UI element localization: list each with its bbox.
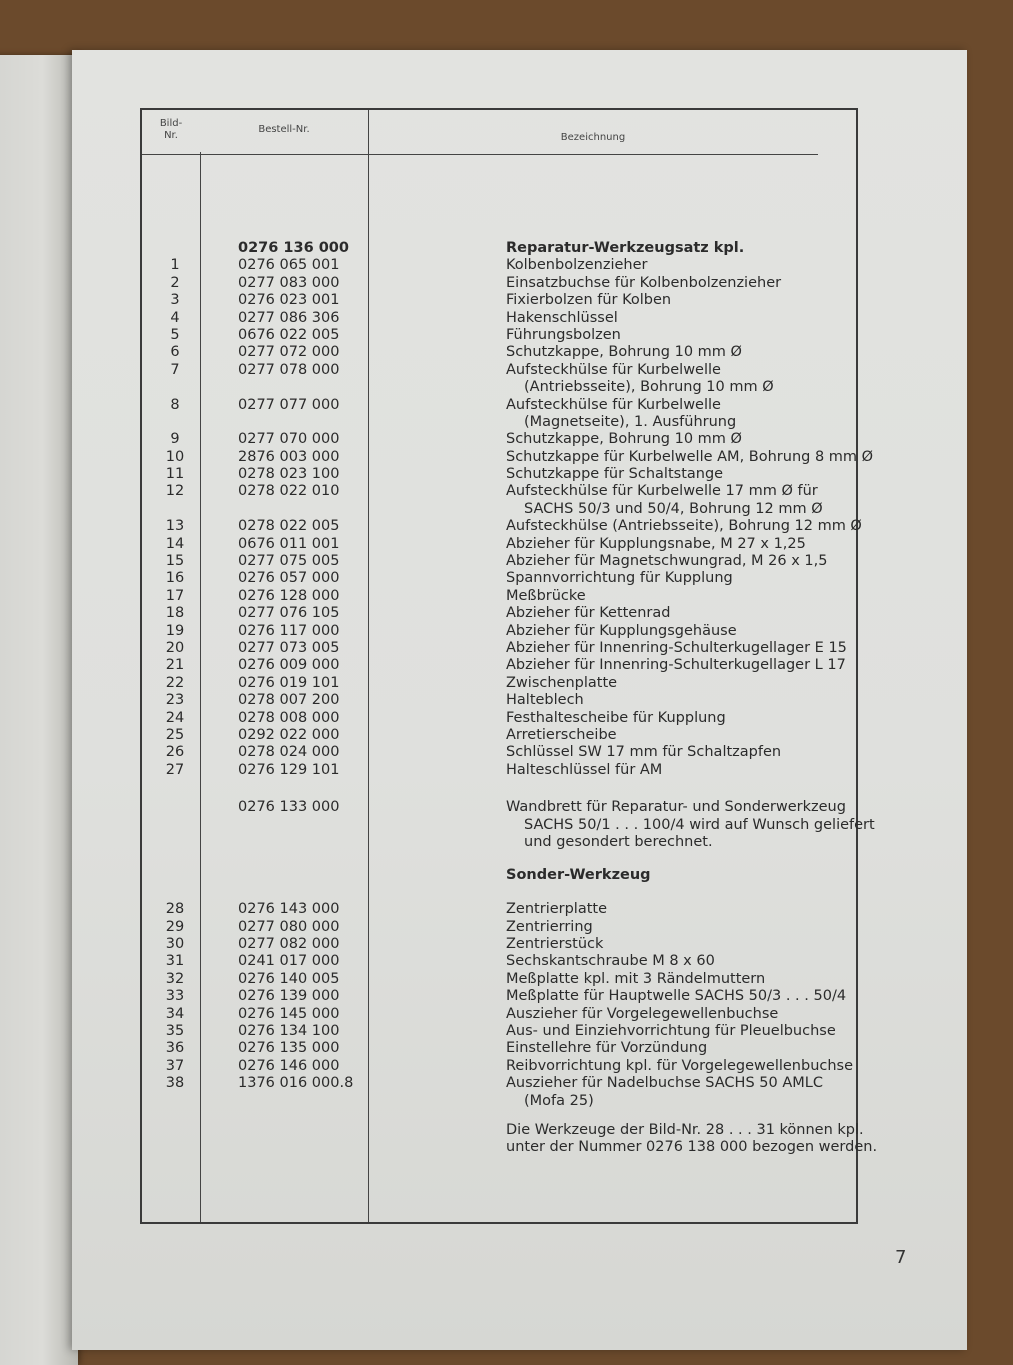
bild-nr-cell: 29: [165, 918, 185, 935]
bestell-nr-cell: 0277 073 005: [238, 639, 340, 656]
bezeichnung-cell: Schutzkappe, Bohrung 10 mm Ø: [506, 344, 742, 361]
table-row: [142, 1006, 856, 1023]
table-body: [142, 240, 878, 1157]
section-title-number: 0276 136 000: [238, 240, 349, 256]
bestell-nr-cell: 2876 003 000: [238, 448, 340, 465]
bezeichnung-cell: Abzieher für Innenring-Schulterkugellager L 17: [506, 657, 846, 674]
bild-nr-cell: 38: [165, 1075, 185, 1092]
bestell-nr-cell: 0277 078 000: [238, 361, 340, 378]
bild-nr-cell: 33: [165, 988, 185, 1005]
section-title-row: [142, 240, 856, 257]
bestell-nr-cell: 0277 076 105: [238, 605, 340, 622]
bezeichnung-cell: Arretierscheibe: [506, 726, 617, 743]
table-row: [142, 1058, 856, 1075]
bezeichnung-cell: Abzieher für Magnetschwungrad, M 26 x 1,5: [506, 553, 828, 570]
wandbrett-row: [142, 816, 875, 834]
bestell-nr-cell: 0276 140 005: [238, 970, 340, 987]
table-row: [142, 675, 856, 692]
bezeichnung-cell: Abzieher für Kettenrad: [506, 605, 671, 622]
bild-nr-cell: 6: [170, 344, 180, 361]
table-row: [142, 553, 856, 570]
bezeichnung-cell: Auszieher für Vorgelegewellenbuchse: [506, 1005, 779, 1022]
table-row: [142, 588, 856, 605]
bild-nr-cell: 32: [165, 970, 185, 987]
table-row: [142, 536, 856, 553]
bezeichnung-cell: Reibvorrichtung kpl. für Vorgelegewellenbuchse: [506, 1057, 854, 1074]
bezeichnung-cell: SACHS 50/3 und 50/4, Bohrung 12 mm Ø: [524, 500, 823, 517]
table-row: [142, 762, 856, 779]
bezeichnung-cell: Abzieher für Innenring-Schulterkugellager E 15: [506, 639, 847, 656]
table-row: [142, 501, 856, 518]
bestell-nr-cell: 0277 083 000: [238, 274, 340, 291]
bezeichnung-cell: Fixierbolzen für Kolben: [506, 292, 672, 309]
note-row: [142, 1121, 864, 1139]
bestell-nr-cell: 0276 023 001: [238, 292, 340, 309]
header-bestell-nr: Bestell-Nr.: [258, 124, 310, 135]
bild-nr-cell: 12: [165, 483, 185, 500]
table-row: [142, 971, 856, 988]
bestell-nr-cell: 0676 022 005: [238, 326, 340, 343]
table-row: [142, 710, 856, 727]
bestell-nr-cell: 0277 082 000: [238, 936, 340, 953]
bezeichnung-cell: Zentrierstück: [506, 936, 604, 953]
bestell-nr-cell: 0278 023 100: [238, 466, 340, 483]
bestell-nr-cell: 0276 134 100: [238, 1023, 340, 1040]
bestell-nr-cell: 0276 019 101: [238, 674, 340, 691]
header-bild-nr: Bild- Nr.: [159, 118, 183, 141]
table-row: [142, 901, 856, 918]
bestell-nr-cell: 0278 008 000: [238, 709, 340, 726]
bezeichnung-cell: Zwischenplatte: [506, 674, 618, 691]
bezeichnung-cell: Festhaltescheibe für Kupplung: [506, 709, 726, 726]
section2-title: Sonder-Werkzeug: [506, 867, 651, 884]
bild-nr-cell: 34: [165, 1005, 185, 1022]
bestell-nr-cell: 1376 016 000.8: [238, 1075, 354, 1092]
note-row: [142, 1139, 878, 1156]
bestell-nr-cell: 0277 080 000: [238, 918, 340, 935]
document-page: [72, 50, 967, 1350]
table-row: [142, 605, 856, 622]
table-row: [142, 640, 856, 657]
bezeichnung-cell: Sechskantschraube M 8 x 60: [506, 953, 715, 970]
bild-nr-cell: 2: [170, 274, 180, 291]
bild-nr-cell: 1: [170, 257, 180, 274]
bild-nr-cell: 35: [165, 1023, 185, 1040]
bezeichnung-cell: Meßplatte für Hauptwelle SACHS 50/3 . . . 50/4: [506, 988, 847, 1005]
bild-nr-cell: 7: [170, 361, 180, 378]
note-line-2: unter der Nummer 0276 138 000 bezogen werden.: [506, 1139, 878, 1156]
table-row: [142, 292, 856, 309]
bestell-nr-cell: 0276 117 000: [238, 622, 340, 639]
bild-nr-cell: 22: [165, 674, 185, 691]
bild-nr-cell: 3: [170, 292, 180, 309]
bild-nr-cell: 4: [170, 309, 180, 326]
note-line-1: Die Werkzeuge der Bild-Nr. 28 . . . 31 können kpl.: [506, 1121, 864, 1138]
wandbrett-row: [142, 799, 856, 816]
bezeichnung-cell: Spannvorrichtung für Kupplung: [506, 570, 733, 587]
bestell-nr-cell: 0278 024 000: [238, 744, 340, 761]
bild-nr-cell: 10: [165, 448, 185, 465]
section-title: Reparatur-Werkzeugsatz kpl.: [506, 240, 745, 256]
table-row: [142, 692, 856, 709]
bestell-nr-cell: 0277 086 306: [238, 309, 340, 326]
table-row: [142, 988, 856, 1005]
bezeichnung-cell: Einsatzbuchse für Kolbenbolzenzieher: [506, 274, 782, 291]
bild-nr-cell: 13: [165, 518, 185, 535]
bezeichnung-cell: (Magnetseite), 1. Ausführung: [524, 413, 737, 430]
wandbrett-line-1: Wandbrett für Reparatur- und Sonderwerkzeug: [506, 799, 846, 816]
bezeichnung-cell: Aufsteckhülse für Kurbelwelle: [506, 361, 721, 378]
table-row: [142, 310, 856, 327]
bild-nr-cell: 18: [165, 605, 185, 622]
wandbrett-number: 0276 133 000: [238, 799, 340, 816]
bestell-nr-cell: 0278 022 010: [238, 483, 340, 500]
bezeichnung-cell: Schutzkappe, Bohrung 10 mm Ø: [506, 431, 742, 448]
table-row: [142, 919, 856, 936]
bestell-nr-cell: 0277 072 000: [238, 344, 340, 361]
bestell-nr-cell: 0276 146 000: [238, 1057, 340, 1074]
section1-rows: [142, 257, 874, 779]
bestell-nr-cell: 0276 135 000: [238, 1040, 340, 1057]
bestell-nr-cell: 0292 022 000: [238, 726, 340, 743]
table-row: [142, 257, 856, 274]
bild-nr-cell: 25: [165, 726, 185, 743]
table-row: [142, 379, 856, 396]
parts-table: [140, 108, 878, 1224]
bestell-nr-cell: 0277 077 000: [238, 396, 340, 413]
page-number: 7: [895, 1247, 907, 1268]
bestell-nr-cell: 0241 017 000: [238, 953, 340, 970]
wandbrett-line-2: SACHS 50/1 . . . 100/4 wird auf Wunsch geliefert: [524, 816, 875, 833]
bestell-nr-cell: 0276 009 000: [238, 657, 340, 674]
table-row: [142, 744, 856, 761]
bezeichnung-cell: Abzieher für Kupplungsnabe, M 27 x 1,25: [506, 535, 806, 552]
bestell-nr-cell: 0276 139 000: [238, 988, 340, 1005]
bezeichnung-cell: Einstellehre für Vorzündung: [506, 1040, 708, 1057]
left-page-edge: [0, 55, 78, 1365]
bild-nr-cell: 9: [170, 431, 180, 448]
bild-nr-cell: 28: [165, 901, 185, 918]
bestell-nr-cell: 0276 065 001: [238, 257, 340, 274]
bestell-nr-cell: 0278 007 200: [238, 692, 340, 709]
bild-nr-cell: 5: [170, 326, 180, 343]
table-row: [142, 483, 856, 500]
bezeichnung-cell: Hakenschlüssel: [506, 309, 618, 326]
bezeichnung-cell: Zentrierring: [506, 918, 593, 935]
bezeichnung-cell: Schlüssel SW 17 mm für Schaltzapfen: [506, 744, 782, 761]
bild-nr-cell: 19: [165, 622, 185, 639]
bild-nr-cell: 17: [165, 587, 185, 604]
header-bezeichnung: Bezeichnung: [560, 132, 626, 143]
bezeichnung-cell: Auszieher für Nadelbuchse SACHS 50 AMLC: [506, 1075, 823, 1092]
table-row: [142, 431, 856, 448]
table-row: [142, 518, 862, 535]
bezeichnung-cell: Kolbenbolzenzieher: [506, 257, 648, 274]
bezeichnung-cell: Schutzkappe für Kurbelwelle AM, Bohrung 8 mm Ø: [506, 448, 874, 465]
bestell-nr-cell: 0676 011 001: [238, 535, 340, 552]
bezeichnung-cell: Meßbrücke: [506, 587, 586, 604]
wandbrett-line-3: und gesondert berechnet.: [524, 833, 713, 850]
bezeichnung-cell: Meßplatte kpl. mit 3 Rändelmuttern: [506, 970, 766, 987]
bild-nr-cell: 8: [170, 396, 180, 413]
table-row: [142, 1093, 856, 1110]
bild-nr-cell: 37: [165, 1057, 185, 1074]
table-row: [142, 1023, 856, 1040]
bestell-nr-cell: 0276 057 000: [238, 570, 340, 587]
bild-nr-cell: 26: [165, 744, 185, 761]
table-row: [142, 570, 856, 587]
bezeichnung-cell: Aus- und Einziehvorrichtung für Pleuelbuchse: [506, 1023, 836, 1040]
table-row: [142, 466, 856, 483]
bezeichnung-cell: Abzieher für Kupplungsgehäuse: [506, 622, 737, 639]
bild-nr-cell: 31: [165, 953, 185, 970]
table-row: [142, 344, 856, 361]
bild-nr-cell: 21: [165, 657, 185, 674]
bezeichnung-cell: Halteschlüssel für AM: [506, 761, 663, 778]
bestell-nr-cell: 0276 143 000: [238, 901, 340, 918]
table-row: [142, 936, 856, 953]
bezeichnung-cell: Zentrierplatte: [506, 901, 608, 918]
bezeichnung-cell: (Mofa 25): [524, 1092, 594, 1109]
table-row: [142, 362, 856, 379]
bild-nr-cell: 16: [165, 570, 185, 587]
section2-rows: [142, 901, 856, 1110]
table-row: [142, 327, 856, 344]
bestell-nr-cell: 0277 070 000: [238, 431, 340, 448]
table-row: [142, 397, 856, 414]
table-row: [142, 1075, 856, 1092]
table-row: [142, 623, 856, 640]
bestell-nr-cell: 0278 022 005: [238, 518, 340, 535]
bezeichnung-cell: (Antriebsseite), Bohrung 10 mm Ø: [524, 379, 774, 396]
bild-nr-cell: 36: [165, 1040, 185, 1057]
wandbrett-row: [142, 834, 856, 851]
bild-nr-cell: 14: [165, 535, 185, 552]
bild-nr-cell: 11: [165, 466, 185, 483]
bild-nr-cell: 15: [165, 553, 185, 570]
bestell-nr-cell: 0276 128 000: [238, 587, 340, 604]
bestell-nr-cell: 0276 129 101: [238, 761, 340, 778]
bezeichnung-cell: Halteblech: [506, 692, 584, 709]
bezeichnung-cell: Aufsteckhülse für Kurbelwelle: [506, 396, 721, 413]
bild-nr-cell: 27: [165, 761, 185, 778]
bestell-nr-cell: 0276 145 000: [238, 1005, 340, 1022]
bild-nr-cell: 20: [165, 639, 185, 656]
section2-heading: [142, 863, 856, 889]
bezeichnung-cell: Aufsteckhülse (Antriebsseite), Bohrung 12 mm Ø: [506, 518, 862, 535]
table-row: [142, 1040, 856, 1057]
bestell-nr-cell: 0277 075 005: [238, 553, 340, 570]
bezeichnung-cell: Führungsbolzen: [506, 326, 621, 343]
header-divider: [142, 154, 818, 155]
bezeichnung-cell: Aufsteckhülse für Kurbelwelle 17 mm Ø für: [506, 483, 818, 500]
table-row: [142, 414, 856, 431]
table-row: [142, 275, 856, 292]
bild-nr-cell: 24: [165, 709, 185, 726]
bild-nr-cell: 23: [165, 692, 185, 709]
bild-nr-cell: 30: [165, 936, 185, 953]
table-row: [142, 657, 856, 674]
table-row: [142, 953, 856, 970]
table-row: [142, 448, 874, 466]
table-row: [142, 727, 856, 744]
bezeichnung-cell: Schutzkappe für Schaltstange: [506, 466, 724, 483]
